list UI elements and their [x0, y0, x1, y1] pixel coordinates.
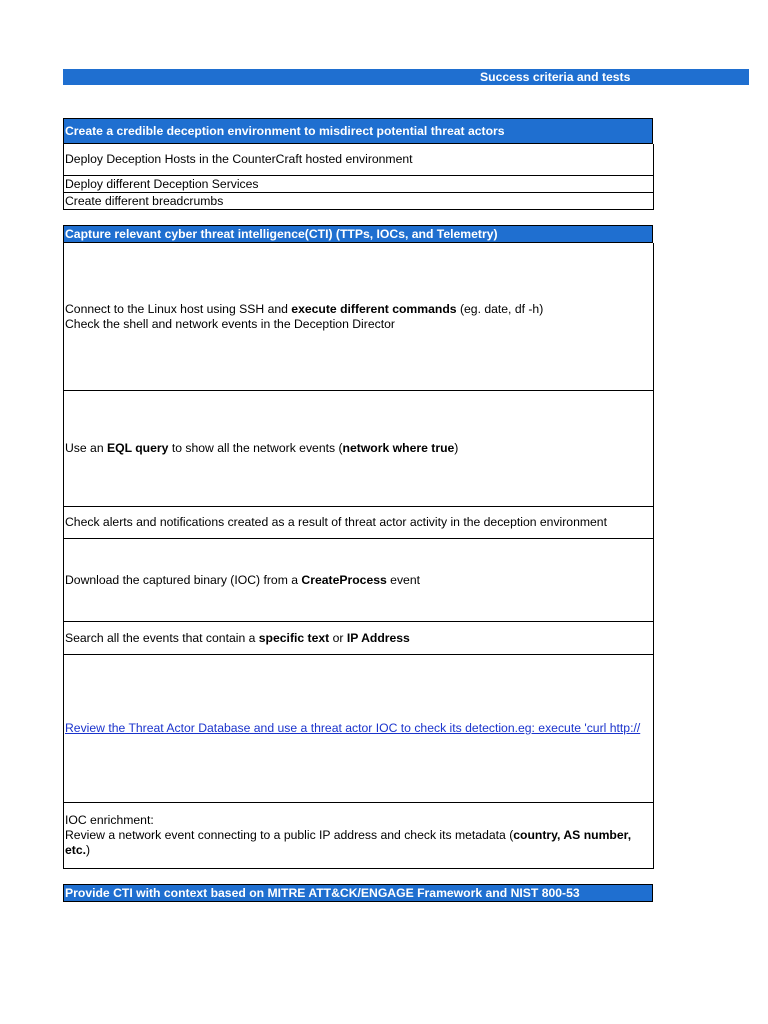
row-text: Connect to the Linux host using SSH and execute different commands (eg. date, df -h) Check the shell and network events in the Deception Director	[65, 301, 544, 331]
table-row	[63, 243, 654, 391]
table-row	[63, 539, 654, 622]
table-row	[63, 622, 654, 655]
table-row	[63, 803, 654, 869]
table-row	[63, 391, 654, 507]
table-row	[63, 176, 654, 193]
section-header-capture-cti: Capture relevant cyber threat intelligence(CTI) (TTPs, IOCs, and Telemetry)	[63, 225, 653, 243]
page-title: Success criteria and tests	[480, 70, 631, 84]
table-row	[63, 655, 654, 803]
row-text: IOC enrichment: Review a network event connecting to a public IP address and check its metadata (country, AS number, etc.)	[65, 813, 632, 857]
page-title-bar	[63, 69, 749, 85]
row-text: Create different breadcrumbs	[65, 193, 224, 208]
section-header-mitre-context: Provide CTI with context based on MITRE ATT&CK/ENGAGE Framework and NIST 800-53	[63, 884, 653, 902]
threat-actor-database-link[interactable]: Review the Threat Actor Database and use a threat actor IOC to check its detection.eg: execute 'curl http://	[65, 721, 641, 735]
row-text: Deploy different Deception Services	[65, 176, 259, 191]
row-text: Download the captured binary (IOC) from a CreateProcess event	[65, 572, 420, 587]
row-text: Search all the events that contain a specific text or IP Address	[65, 630, 410, 645]
row-text: Check alerts and notifications created as a result of threat actor activity in the deception environment	[65, 515, 607, 529]
row-text: Use an EQL query to show all the network events (network where true)	[65, 441, 459, 455]
table-row	[63, 507, 654, 539]
table-row	[63, 144, 654, 176]
row-text: Deploy Deception Hosts in the CounterCraft hosted environment	[65, 152, 413, 166]
table-row	[63, 193, 654, 210]
section-header-deception-environment: Create a credible deception environment to misdirect potential threat actors	[63, 118, 653, 144]
